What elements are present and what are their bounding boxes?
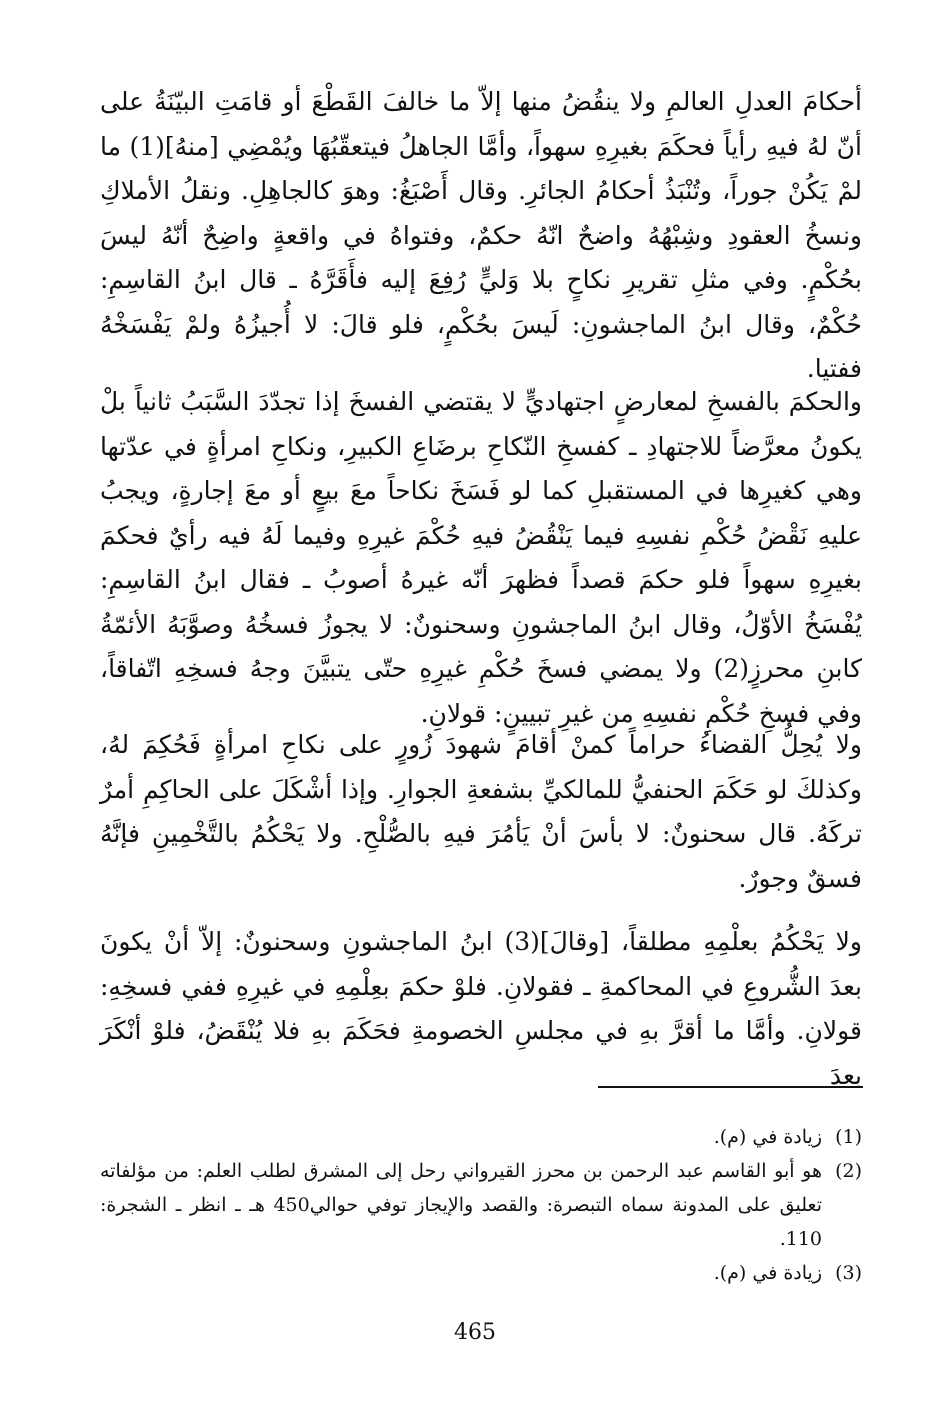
footnote-2	[100, 1154, 862, 1256]
paragraph-3: ولا يُحِلُّ القضاءُ حراماً كمنْ أقامَ شهودَ زُورٍ على نكاحِ امرأةٍ فَحُكِمَ لهُ، وكذلكَ لو حَكَمَ الحنفيُّ للمالكيِّ بشفعةِ الجوارِ. وإذا أشْكَلَ على الحاكِمِ أمرٌ تركَهُ. قال سحنونٌ: لا بأسَ أنْ يَأمُرَ فيهِ بالصُّلْحِ. ولا يَحْكُمُ بالتَّخْمِينِ فإنَّهُ فسقٌ وجورٌ.	[100, 730, 862, 893]
footnote-3	[100, 1256, 862, 1290]
footnote-divider	[598, 1086, 863, 1088]
footnote-number: (2)	[835, 1160, 862, 1182]
footnotes	[100, 1120, 862, 1290]
page-number: 465	[454, 1320, 496, 1345]
footnote-number: (1)	[835, 1126, 862, 1148]
paragraph-1: أحكامَ العدلِ العالمِ ولا ينقُضُ منها إلاّ ما خالفَ القَطْعَ أو قامَتِ البيّنَةُ على أنّ لهُ فيهِ رأياً فحكَمَ بغيرِهِ سهواً، وأمَّا الجاهلُ فيتعقّبُهَا ويُمْضِي [منهُ](1) ما لمْ يَكُنْ جوراً، وتُنْبَذُ أحكامُ الجائرِ. وقال أَصْبَغُ: وهوَ كالجاهِلِ. ونقلُ الأملاكِ ونسخُ العقودِ وشِبْهُهُ واضحٌ انّهُ حكمٌ، وفتواهُ في واقعةٍ واضِحٌ أنّهُ ليسَ بحُكْمٍ. وفي مثلِ تقريرِ نكاحٍ بلا وَليٍّ رُفِعَ إليه فأَقَرَّهُ ـ قال ابنُ القاسِمِ: حُكْمٌ، وقال ابنُ الماجشونِ: لَيسَ بحُكْمٍ، فلو قالَ: لا أُجيزُهُ ولمْ يَفْسَخْهُ ففتيا.	[100, 87, 862, 383]
paragraph-2: والحكمَ بالفسخِ لمعارضٍ اجتهاديٍّ لا يقتضي الفسخَ إذا تجدّدَ السَّبَبُ ثانياً بلْ يكونُ معرَّضاً للاجتهادِ ـ كفسخِ النّكاحِ برضَاعِ الكبيرِ، ونكاحِ امرأةٍ في عدّتها وهي كغيرِها في المستقبلِ كما لو فَسَخَ نكاحاً معَ بيعٍ أو معَ إجارةٍ، ويجبُ عليهِ نَقْضُ حُكْمِ نفسِهِ فيما يَنْقُضُ فيهِ حُكْمَ غيرِهِ وفيما لَهُ فيه رأيٌ فحكمَ بغيرِهِ سهواً فلو حكمَ قصداً فظهرَ أنّه غيرهُ أصوبُ ـ فقال ابنُ القاسِمِ: يُفْسَخُ الأوّلُ، وقال ابنُ الماجشونِ وسحنونٌ: لا يجوزُ فسخُهُ وصوَّبَهُ الأئمّةُ كابنِ محرزٍ(2) ولا يمضي فسخَ حُكْمِ غيرِهِ حتّى يتبيَّنَ وجهُ فسخِهِ اتّفاقاً، وفي فسخِ حُكْمِ نفسِهِ من غيرِ تبيينٍ: قولانِ.	[100, 387, 862, 728]
footnote-1	[100, 1120, 862, 1154]
footnote-text: زيادة في (م).	[713, 1262, 822, 1284]
paragraph-4: ولا يَحْكُمُ بعلْمِهِ مطلقاً، [وقالَ](3) ابنُ الماجشونِ وسحنونٌ: إلاّ أنْ يكونَ بعدَ الشُّروعِ في المحاكمةِ ـ فقولانِ. فلوْ حكمَ بعِلْمِهِ في غيرِهِ ففي فسخِهِ: قولانِ. وأمَّا ما أقرَّ بهِ في مجلسِ الخصومةِ فحَكَمَ بهِ فلا يُنْقَضُ، فلوْ أنْكَرَ بعدَ	[100, 927, 862, 1090]
footnote-number: (3)	[835, 1262, 862, 1284]
footnote-text: هو أبو القاسم عبد الرحمن بن محرز القيرواني رحل إلى المشرق لطلب العلم: من مؤلفاته تعليق على المدونة سماه التبصرة: والقصد والإيجاز توفي حوالي450 هـ ـ انظر ـ الشجرة: 110.	[100, 1160, 822, 1250]
footnote-text: زيادة في (م).	[713, 1126, 822, 1148]
